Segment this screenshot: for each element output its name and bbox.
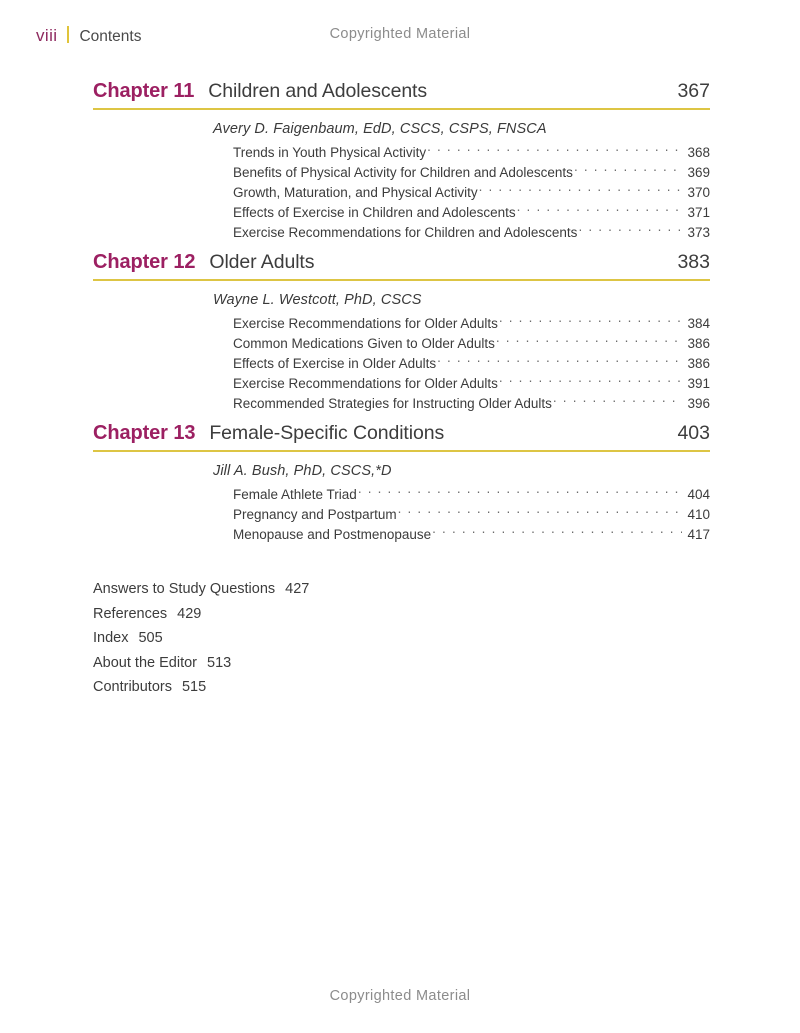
toc-entry[interactable] [233, 394, 710, 414]
back-matter-title: Index [93, 630, 129, 646]
toc-entry-title: Growth, Maturation, and Physical Activity [233, 185, 478, 200]
back-matter-title: About the Editor [93, 654, 197, 671]
chapter-heading[interactable] [93, 80, 710, 110]
back-matter-item[interactable] [93, 626, 710, 651]
page-folio: viii [36, 26, 58, 45]
chapter-page-number: 383 [677, 251, 710, 273]
toc-entry-title: Effects of Exercise in Children and Adolescents [233, 205, 516, 220]
back-matter-item[interactable] [93, 651, 710, 676]
toc-entry[interactable] [233, 374, 710, 394]
table-of-contents [93, 80, 710, 716]
toc-entry-page-number: 368 [687, 145, 710, 160]
dot-leader [432, 526, 682, 540]
dot-leader [427, 144, 682, 158]
chapter-entry-list [233, 143, 710, 243]
toc-entry-page-number: 373 [687, 225, 710, 240]
chapter-block [93, 251, 710, 414]
dot-leader [496, 335, 682, 349]
chapter-block [93, 80, 710, 243]
chapter-title: Children and Adolescents [208, 80, 428, 102]
back-matter-item[interactable] [93, 577, 710, 602]
chapter-block [93, 422, 710, 545]
toc-entry-page-number: 417 [687, 527, 710, 542]
running-head-label: Contents [79, 28, 142, 45]
toc-entry-page-number: 391 [687, 376, 710, 391]
dot-leader [574, 164, 682, 178]
dot-leader [398, 506, 682, 520]
chapter-heading[interactable] [93, 251, 710, 281]
toc-entry-page-number: 370 [687, 185, 710, 200]
chapter-author: Jill A. Bush, PhD, CSCS,*D [213, 463, 392, 479]
toc-entry-title: Trends in Youth Physical Activity [233, 145, 427, 160]
back-matter-page-number: 513 [207, 654, 232, 671]
toc-entry-title: Effects of Exercise in Older Adults [233, 356, 437, 371]
toc-entry-title: Exercise Recommendations for Children and Adolescents [233, 225, 578, 240]
back-matter-item[interactable] [93, 675, 710, 700]
back-matter-title: Answers to Study Questions [93, 581, 276, 597]
back-matter-item[interactable] [93, 602, 710, 627]
toc-entry[interactable] [233, 485, 710, 505]
chapter-title: Older Adults [209, 251, 315, 273]
chapter-author: Wayne L. Westcott, PhD, CSCS [213, 292, 422, 308]
toc-entry-page-number: 369 [687, 165, 710, 180]
toc-entry-title: Menopause and Postmenopause [233, 527, 432, 542]
toc-entry-title: Pregnancy and Postpartum [233, 507, 397, 522]
toc-entry-title: Recommended Strategies for Instructing Older Adults [233, 396, 552, 411]
chapter-list [93, 80, 710, 545]
back-matter-title: References [93, 605, 168, 622]
toc-entry-title: Exercise Recommendations for Older Adults [233, 376, 498, 391]
toc-entry[interactable] [233, 505, 710, 525]
back-matter-page-number: 427 [285, 581, 310, 597]
dot-leader [358, 486, 682, 500]
chapter-entry-list [233, 485, 710, 545]
toc-entry[interactable] [233, 163, 710, 183]
dot-leader [499, 375, 682, 389]
toc-entry[interactable] [233, 525, 710, 545]
back-matter-page-number: 429 [177, 605, 202, 622]
copyright-watermark-bottom: Copyrighted Material [329, 988, 471, 1004]
back-matter-page-number: 505 [138, 630, 163, 646]
toc-entry[interactable] [233, 223, 710, 243]
back-matter-list [93, 577, 710, 700]
toc-entry-page-number: 404 [687, 487, 710, 502]
chapter-entry-list [233, 314, 710, 414]
dot-leader [578, 224, 682, 238]
toc-entry[interactable] [233, 334, 710, 354]
toc-entry-page-number: 386 [687, 356, 710, 371]
chapter-heading[interactable] [93, 422, 710, 452]
chapter-number: Chapter 12 [93, 251, 196, 273]
chapter-number: Chapter 13 [93, 422, 196, 444]
toc-entry-page-number: 396 [687, 396, 710, 411]
back-matter-page-number: 515 [181, 679, 207, 695]
dot-leader [437, 355, 682, 369]
toc-entry-page-number: 386 [687, 336, 710, 351]
toc-entry-page-number: 384 [687, 316, 710, 331]
toc-entry[interactable] [233, 143, 710, 163]
dot-leader [517, 204, 682, 218]
toc-entry-page-number: 410 [687, 507, 710, 522]
toc-entry-title: Common Medications Given to Older Adults [233, 336, 495, 351]
copyright-watermark-top: Copyrighted Material [329, 26, 471, 42]
dot-leader [499, 315, 682, 329]
toc-entry-title: Benefits of Physical Activity for Children and Adolescents [233, 165, 573, 180]
chapter-page-number: 403 [677, 422, 710, 444]
back-matter-title: Contributors [93, 679, 172, 695]
toc-entry-title: Exercise Recommendations for Older Adults [233, 316, 498, 331]
chapter-title: Female-Specific Conditions [209, 422, 445, 444]
toc-entry-title: Female Athlete Triad [233, 487, 357, 502]
toc-entry-page-number: 371 [687, 205, 710, 220]
chapter-author: Avery D. Faigenbaum, EdD, CSCS, CSPS, FNSCA [213, 121, 547, 137]
chapter-page-number: 367 [677, 80, 710, 102]
dot-leader [553, 395, 682, 409]
toc-entry[interactable] [233, 183, 710, 203]
toc-entry[interactable] [233, 354, 710, 374]
dot-leader [479, 184, 682, 198]
toc-entry[interactable] [233, 314, 710, 334]
toc-entry[interactable] [233, 203, 710, 223]
chapter-number: Chapter 11 [93, 80, 195, 102]
